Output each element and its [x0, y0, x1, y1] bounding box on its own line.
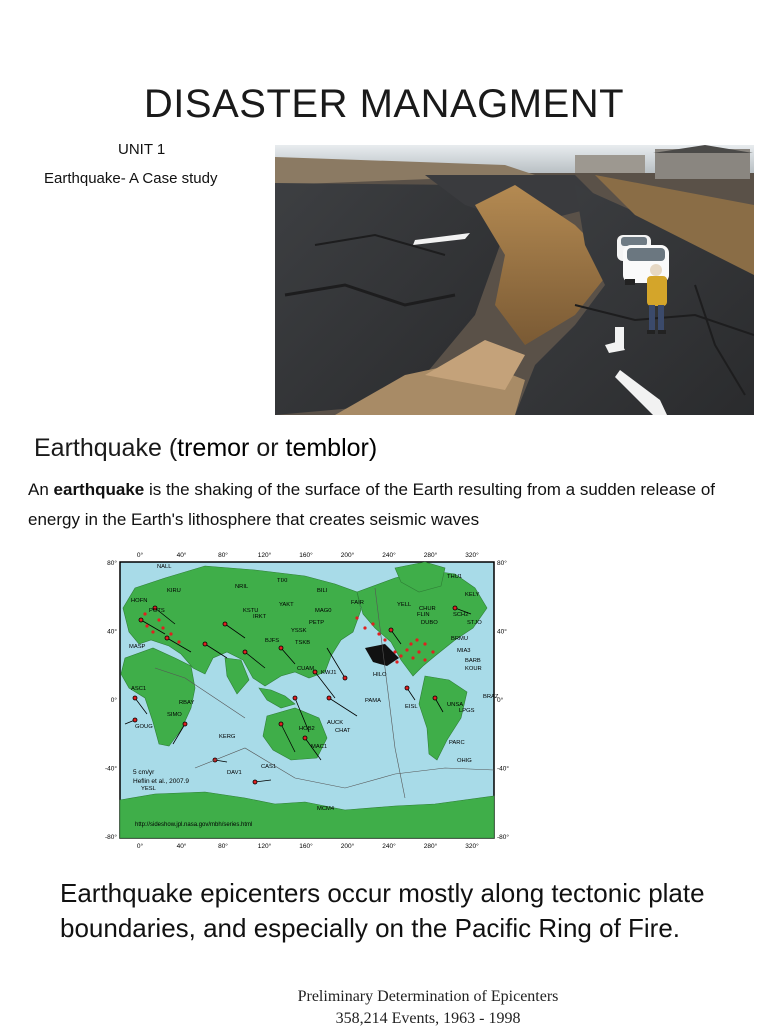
- station-label: YAKT: [279, 602, 294, 608]
- station-label: FLIN: [417, 612, 430, 618]
- right-tick-label: -80°: [497, 834, 509, 841]
- station-label: TIXI: [277, 578, 288, 584]
- station-label: YESL: [141, 786, 156, 792]
- station-label: TSKB: [295, 640, 311, 646]
- bottom-tick-label: 40°: [176, 843, 187, 850]
- earthquake-road-photo: [275, 145, 754, 415]
- bottom-tick-label: 240°: [382, 843, 396, 850]
- station-label: SIMO: [167, 712, 182, 718]
- section-heading: [34, 434, 377, 463]
- station-label: KERG: [219, 734, 236, 740]
- page-title: DISASTER MANAGMENT: [143, 82, 625, 126]
- heading-term-tremor: tremor: [177, 434, 250, 462]
- station-label: GOUG: [135, 724, 153, 730]
- credit-label: Heflin et al., 2007.9: [133, 778, 190, 785]
- station-label: BRAZ: [483, 694, 499, 700]
- station-label: HOFN: [131, 598, 148, 604]
- station-label: KELY: [465, 592, 480, 598]
- station-label: BILI: [317, 588, 328, 594]
- figure-title-line1: Preliminary Determination of Epicenters: [297, 988, 559, 1005]
- bottom-tick-label: 80°: [218, 843, 228, 850]
- definition-term: earthquake: [53, 480, 145, 499]
- station-label: BJFS: [265, 638, 280, 644]
- station-label: STJO: [467, 620, 482, 626]
- definition-prefix: An: [28, 480, 54, 499]
- top-tick-label: 280°: [423, 552, 438, 559]
- top-tick-label: 120°: [257, 552, 272, 559]
- top-tick-label: 160°: [299, 552, 313, 559]
- station-label: KWJ1: [321, 670, 337, 676]
- figure-title: [0, 986, 768, 1030]
- heading-prefix: Earthquake (: [34, 434, 178, 462]
- station-label: POTS: [149, 608, 165, 614]
- source-url: http://sideshow.jpl.nasa.gov/mbh/series.html: [135, 822, 253, 828]
- station-label: CAS1: [261, 764, 277, 770]
- station-label: HILO: [373, 672, 387, 678]
- bottom-tick-label: 280°: [423, 843, 438, 850]
- bottom-tick-label: 160°: [299, 843, 313, 850]
- station-label: BRMU: [451, 636, 469, 642]
- top-tick-label: 240°: [382, 552, 396, 559]
- station-label: ASC1: [131, 686, 147, 692]
- right-tick-label: -40°: [497, 765, 509, 773]
- station-label: CUAM: [297, 666, 315, 672]
- station-label: PAMA: [365, 698, 381, 704]
- right-tick-label: 40°: [497, 628, 507, 636]
- station-label: LPGS: [459, 708, 475, 714]
- station-label: FAIR: [351, 600, 364, 606]
- station-label: NRIL: [235, 584, 249, 590]
- station-label: DAV1: [227, 770, 242, 776]
- definition-body: is the shaking of the surface of the Earth resulting from a sudden release of energy in the Earth's lithosphere that creates seismic waves: [28, 480, 716, 529]
- station-label: MASP: [129, 644, 146, 650]
- station-label: HOB2: [299, 726, 315, 732]
- top-tick-label: 0°: [136, 552, 144, 559]
- bottom-tick-label: 200°: [340, 843, 355, 850]
- unit-label: UNIT 1: [118, 141, 166, 158]
- station-label: EISL: [405, 704, 418, 710]
- station-label: KIRU: [167, 588, 181, 594]
- station-label: KOUR: [465, 666, 482, 672]
- top-tick-label: 320°: [465, 552, 479, 559]
- station-label: AUCK: [327, 720, 344, 726]
- heading-term-temblor: temblor): [285, 434, 378, 462]
- bottom-tick-label: 0°: [136, 843, 144, 850]
- station-label: BARB: [465, 658, 481, 664]
- plate-motion-map: [95, 548, 515, 854]
- station-label: CHUR: [419, 606, 436, 612]
- top-tick-label: 40°: [176, 552, 187, 559]
- station-label: RBAY: [179, 700, 195, 706]
- station-label: UNSA: [447, 702, 464, 708]
- left-tick-label: -80°: [105, 834, 117, 841]
- station-label: IRKT: [253, 614, 267, 620]
- station-label: MCM4: [317, 806, 335, 812]
- station-label: OHIG: [457, 758, 472, 764]
- figure-title-line2: 358,214 Events, 1963 - 1998: [335, 1010, 521, 1027]
- right-tick-label: 0°: [497, 697, 504, 704]
- right-tick-label: 80°: [497, 560, 507, 567]
- left-tick-label: 80°: [107, 560, 117, 567]
- station-label: DUBO: [421, 620, 438, 626]
- heading-connector: or: [249, 434, 286, 462]
- station-label: NALL: [157, 564, 172, 570]
- station-label: MIA3: [457, 648, 471, 654]
- top-tick-label: 200°: [340, 552, 355, 559]
- station-label: THU1: [447, 574, 463, 580]
- station-label: SCH2: [453, 612, 469, 618]
- case-study-label: Earthquake- A Case study: [44, 170, 218, 187]
- scale-label: 5 cm/yr: [133, 769, 155, 776]
- definition-paragraph: [28, 475, 728, 535]
- top-tick-label: 80°: [218, 552, 228, 559]
- bottom-tick-label: 320°: [465, 843, 479, 850]
- station-label: MAG0: [315, 608, 332, 614]
- station-label: PARC: [449, 740, 465, 746]
- left-tick-label: 0°: [110, 697, 117, 704]
- station-label: PETP: [309, 620, 325, 626]
- station-label: CHAT: [335, 728, 351, 734]
- left-tick-label: 40°: [107, 628, 117, 636]
- station-label: YELL: [397, 602, 412, 608]
- station-label: KSTU: [243, 608, 259, 614]
- left-tick-label: -40°: [105, 765, 117, 773]
- station-label: YSSK: [291, 628, 307, 634]
- station-label: MAC1: [311, 744, 328, 750]
- map-caption: Earthquake epicenters occur mostly along tectonic plate boundaries, and especially on the Pacific Ring of Fire.: [60, 878, 705, 943]
- bottom-tick-label: 120°: [257, 843, 272, 850]
